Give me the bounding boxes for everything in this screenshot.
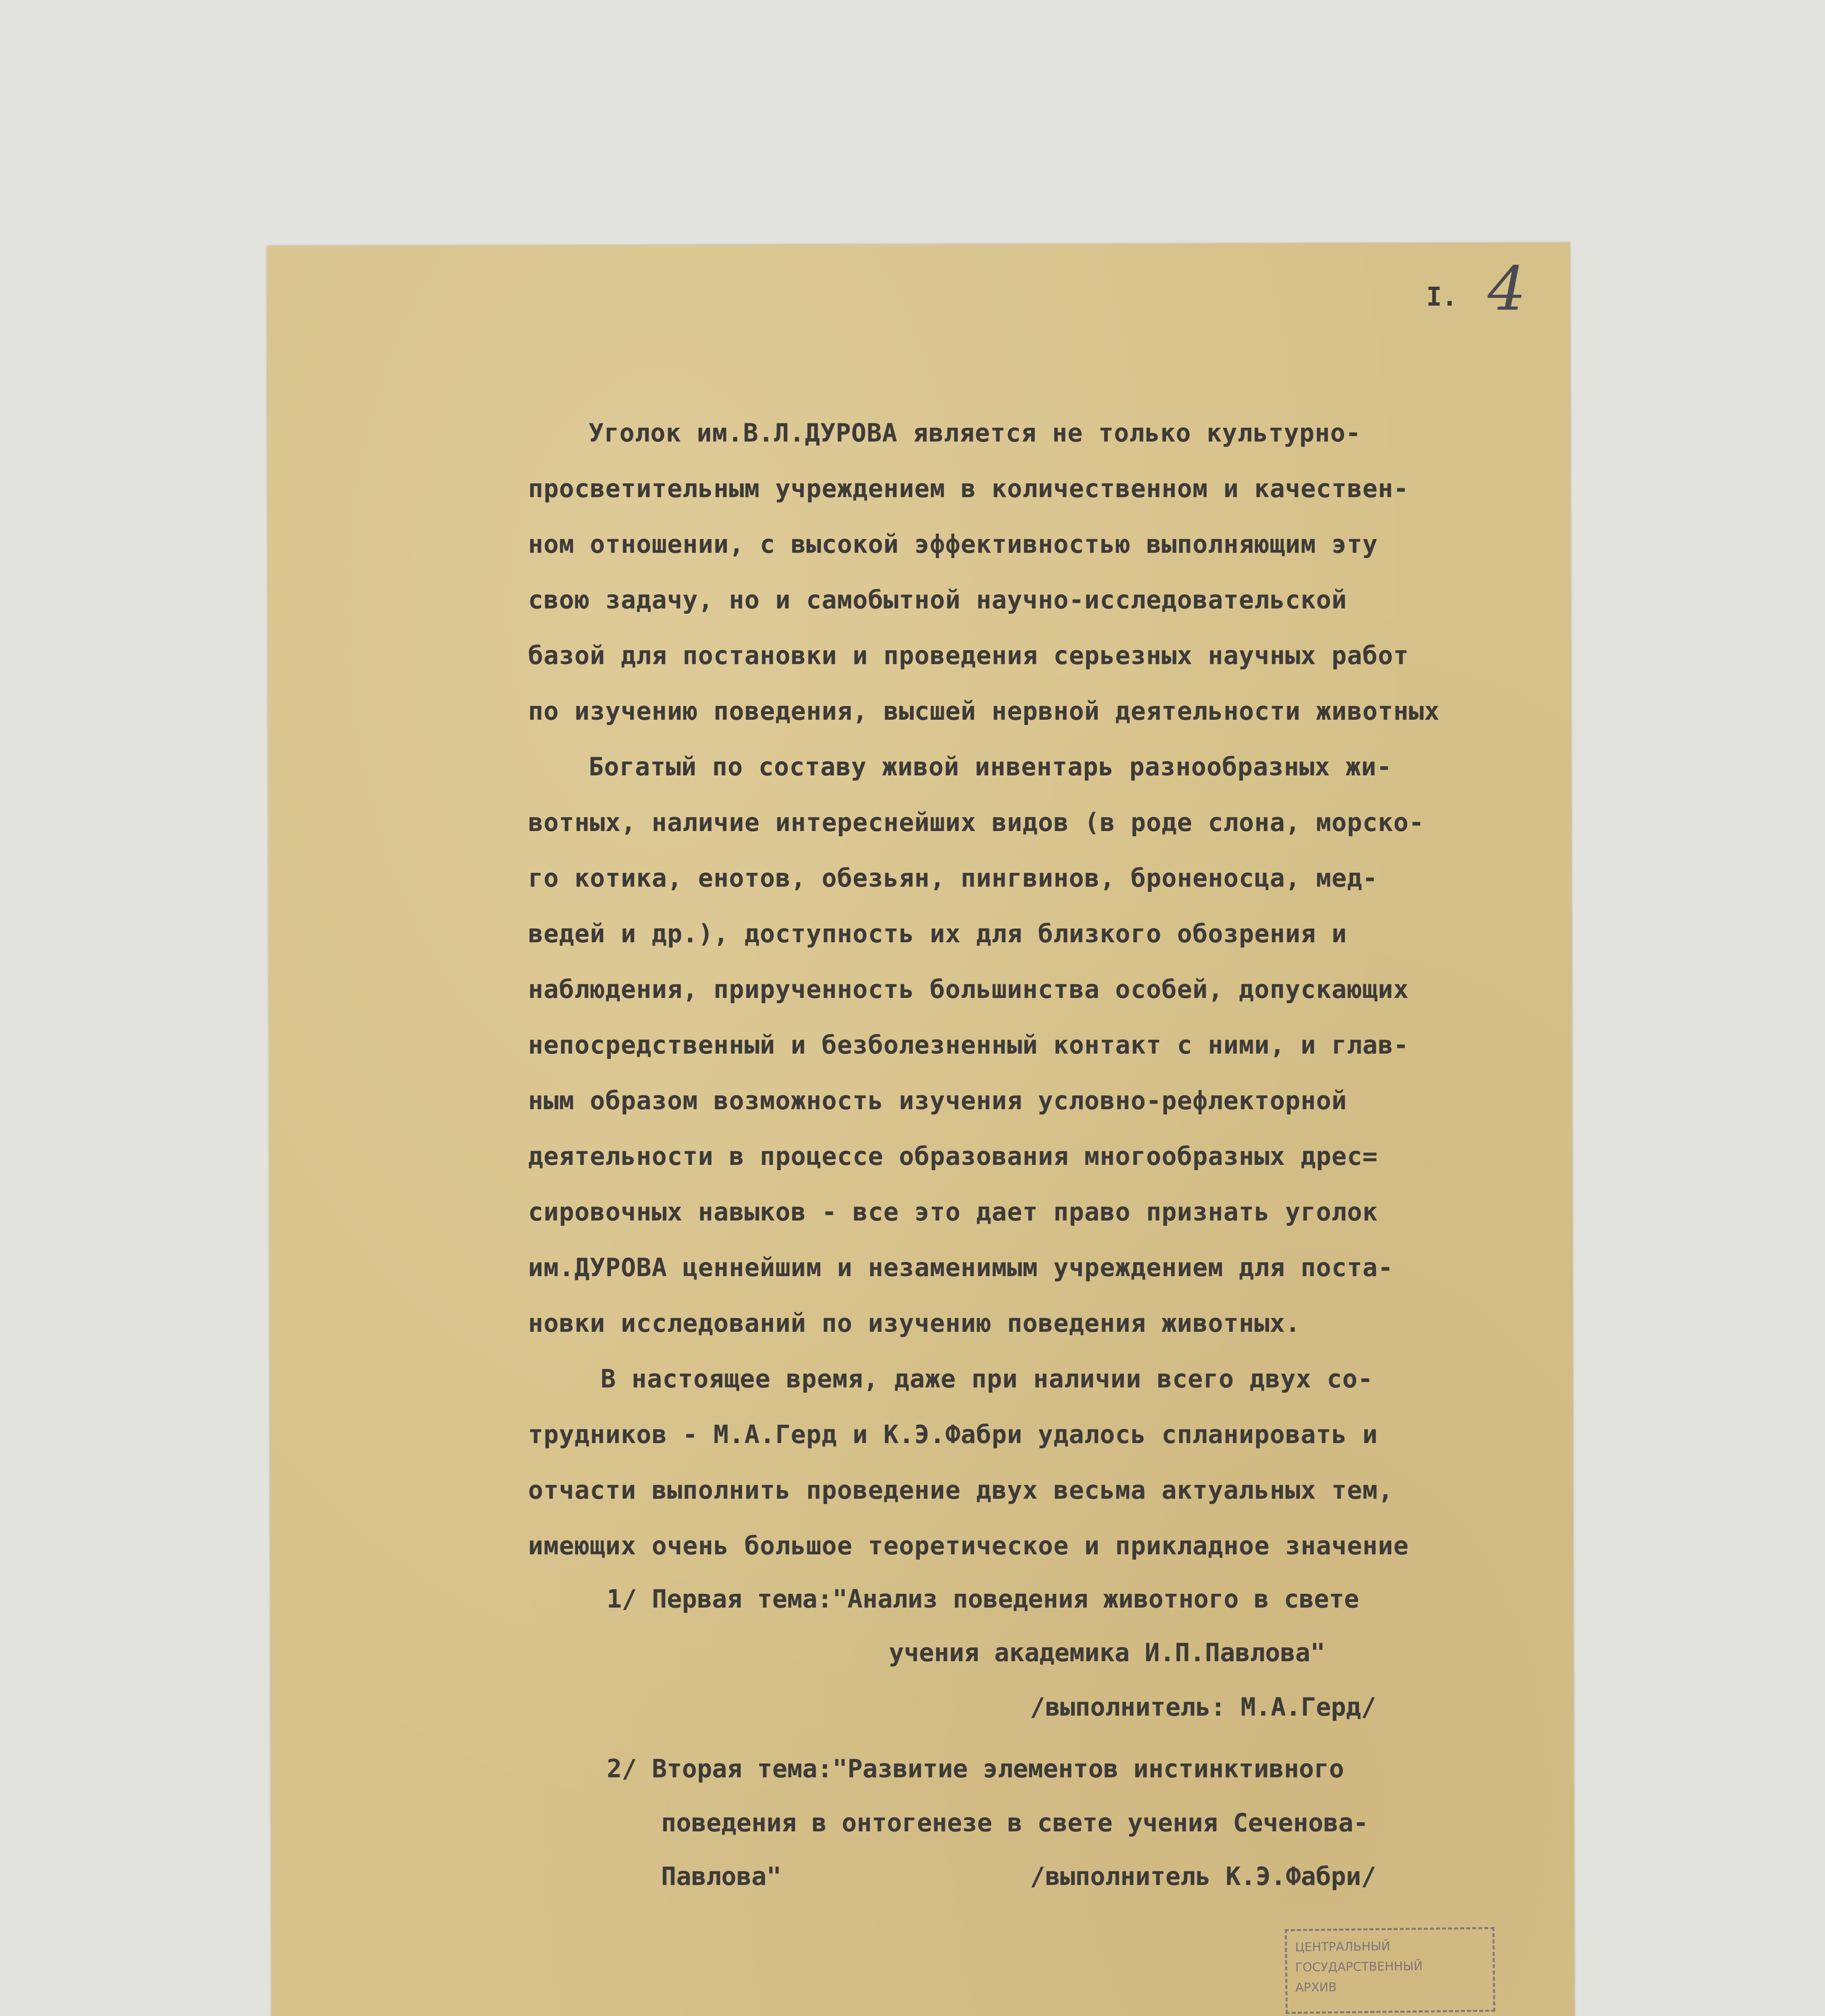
text-line: отчасти выполнить проведение двух весьма актуальных тем, [528,1475,1394,1505]
text-line: вотных, наличие интереснейших видов (в роде слона, морско- [528,808,1424,837]
text-line: ном отношении, с высокой эффективностью выполняющим эту [528,529,1378,559]
text-line: В настоящее время, даже при наличии всего двух со- [601,1364,1373,1393]
text-line: Уголок им.В.Л.ДУРОВА является не только культурно- [589,418,1361,448]
text-line: трудников - М.А.Герд и К.Э.Фабри удалось спланировать и [528,1420,1378,1449]
document-body [528,405,1560,1574]
text-line: имеющих очень большое теоретическое и прикладное значение [528,1531,1409,1560]
topic-2-performer: /выполнитель К.Э.Фабри/ [1030,1862,1376,1891]
topic-2-title-continued: поведения в онтогенезе в свете учения Сеченова- [661,1808,1369,1837]
stamp-line: АРХИВ [1295,1980,1337,1995]
text-line: им.ДУРОВА ценнейшим и незаменимым учреждением для поста- [528,1253,1394,1282]
text-line: деятельности в процессе образования многообразных дрес= [528,1141,1378,1171]
text-line: сировочных навыков - все это дает право признать уголок [528,1197,1378,1227]
topic-1-title-continued: учения академика И.П.Павлова" [889,1638,1326,1667]
page-number: I. [1426,282,1458,312]
text-line: наблюдения, прирученность большинства особей, допускающих [528,975,1409,1004]
text-line: новки исследований по изучению поведения животных. [528,1308,1301,1338]
archive-stamp [1285,1927,1495,2014]
topic-2-title-end: Павлова" [661,1862,782,1891]
text-line: го котика, енотов, обезьян, пингвинов, броненосца, мед- [528,863,1378,893]
stamp-line: ЦЕНТРАЛЬНЫЙ [1295,1939,1390,1955]
text-line: непосредственный и безболезненный контакт с ними, и глав- [528,1030,1409,1060]
topic-1-title: 1/ Первая тема:"Анализ поведения животного в свете [607,1584,1359,1614]
topic-2-title: 2/ Вторая тема:"Развитие элементов инстинктивного [607,1754,1344,1783]
text-line: свою задачу, но и самобытной научно-исследовательской [528,585,1347,614]
stamp-line: ГОСУДАРСТВЕННЫЙ [1295,1959,1423,1975]
text-line: просветительным учреждением в количественном и качествен- [528,474,1409,503]
handwritten-folio-number: 4 [1488,254,1526,324]
text-line: по изучению поведения, высшей нервной деятельности животных [528,696,1440,726]
text-line: ведей и др.), доступность их для близкого обозрения и [528,919,1347,948]
text-line: Богатый по составу живой инвентарь разнообразных жи- [589,752,1392,781]
topic-1-performer: /выполнитель: М.А.Герд/ [1030,1692,1376,1722]
text-line: ным образом возможность изучения условно-рефлекторной [528,1086,1347,1115]
text-line: базой для постановки и проведения серьезных научных работ [528,641,1409,670]
